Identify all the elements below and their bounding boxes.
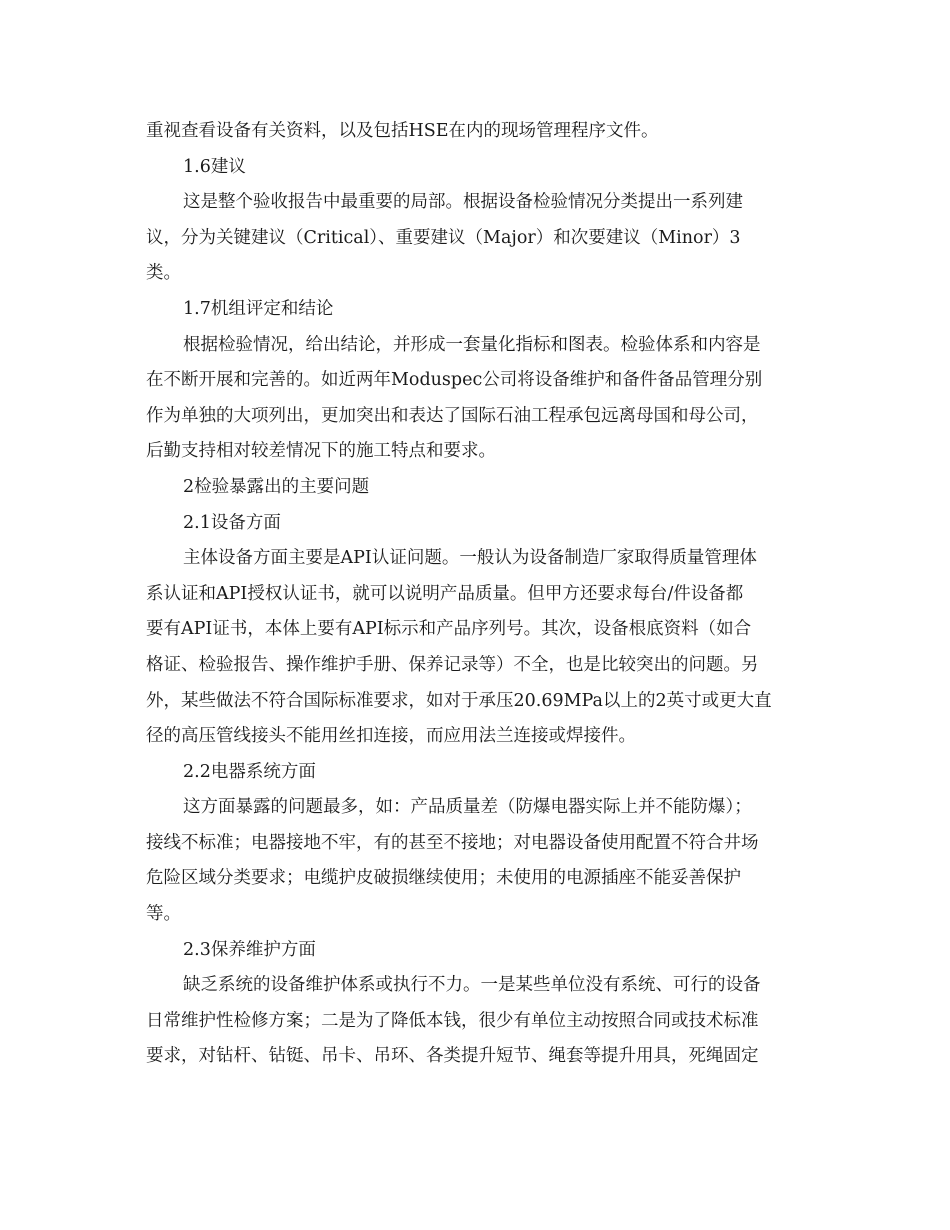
- text-line: 议，分为关键建议（Critical）、重要建议（Major）和次要建议（Minor）3: [146, 227, 741, 248]
- text-line: 径的高压管线接头不能用丝扣连接，而应用法兰连接或焊接件。: [146, 726, 636, 747]
- section-heading: 2.1设备方面: [183, 512, 281, 533]
- text-line: 类。: [146, 263, 181, 284]
- text-line: 根据检验情况，给出结论，并形成一套量化指标和图表。检验体系和内容是: [183, 334, 761, 355]
- text-line: 后勤支持相对较差情况下的施工特点和要求。: [146, 441, 496, 462]
- section-heading: 2.3保养维护方面: [183, 939, 316, 960]
- text-line: 接线不标准；电器接地不牢，有的甚至不接地；对电器设备使用配置不符合井场: [146, 832, 759, 853]
- text-line: 作为单独的大项列出，更加突出和表达了国际石油工程承包远离母国和母公司，: [146, 405, 759, 426]
- text-line: 这方面暴露的问题最多，如：产品质量差（防爆电器实际上并不能防爆）；: [183, 797, 752, 818]
- text-line: 这是整个验收报告中最重要的局部。根据设备检验情况分类提出一系列建: [183, 192, 743, 213]
- text-line: 日常维护性检修方案；二是为了降低本钱，很少有单位主动按照合同或技术标准: [146, 1010, 759, 1031]
- section-heading: 1.6建议: [183, 156, 246, 177]
- text-line: 缺乏系统的设备维护体系或执行不力。一是某些单位没有系统、可行的设备: [183, 975, 761, 996]
- text-line: 重视查看设备有关资料，以及包括HSE在内的现场管理程序文件。: [146, 121, 659, 141]
- text-line: 等。: [146, 904, 181, 925]
- section-heading: 2检验暴露出的主要问题: [183, 476, 370, 497]
- document-body: [146, 114, 806, 1075]
- text-line: 系认证和API授权认证书，就可以说明产品质量。但甲方还要求每台/件设备都: [146, 583, 744, 604]
- text-line: 外，某些做法不符合国际标准要求，如对于承压20.69MPa以上的2英寸或更大直: [146, 690, 772, 711]
- text-line: 要有API证书，本体上要有API标示和产品序列号。其次，设备根底资料（如合: [146, 619, 752, 640]
- text-line: 在不断开展和完善的。如近两年Moduspec公司将设备维护和备件备品管理分别: [146, 370, 763, 391]
- text-line: 格证、检验报告、操作维护手册、保养记录等）不全，也是比较突出的问题。另: [146, 654, 759, 675]
- text-line: 要求，对钻杆、钻铤、吊卡、吊环、各类提升短节、绳套等提升用具，死绳固定: [146, 1046, 759, 1067]
- section-heading: 1.7机组评定和结论: [183, 298, 334, 319]
- section-heading: 2.2电器系统方面: [183, 761, 316, 782]
- text-line: 主体设备方面主要是API认证问题。一般认为设备制造厂家取得质量管理体: [183, 548, 757, 569]
- text-line: 危险区域分类要求；电缆护皮破损继续使用；未使用的电源插座不能妥善保护: [146, 868, 741, 889]
